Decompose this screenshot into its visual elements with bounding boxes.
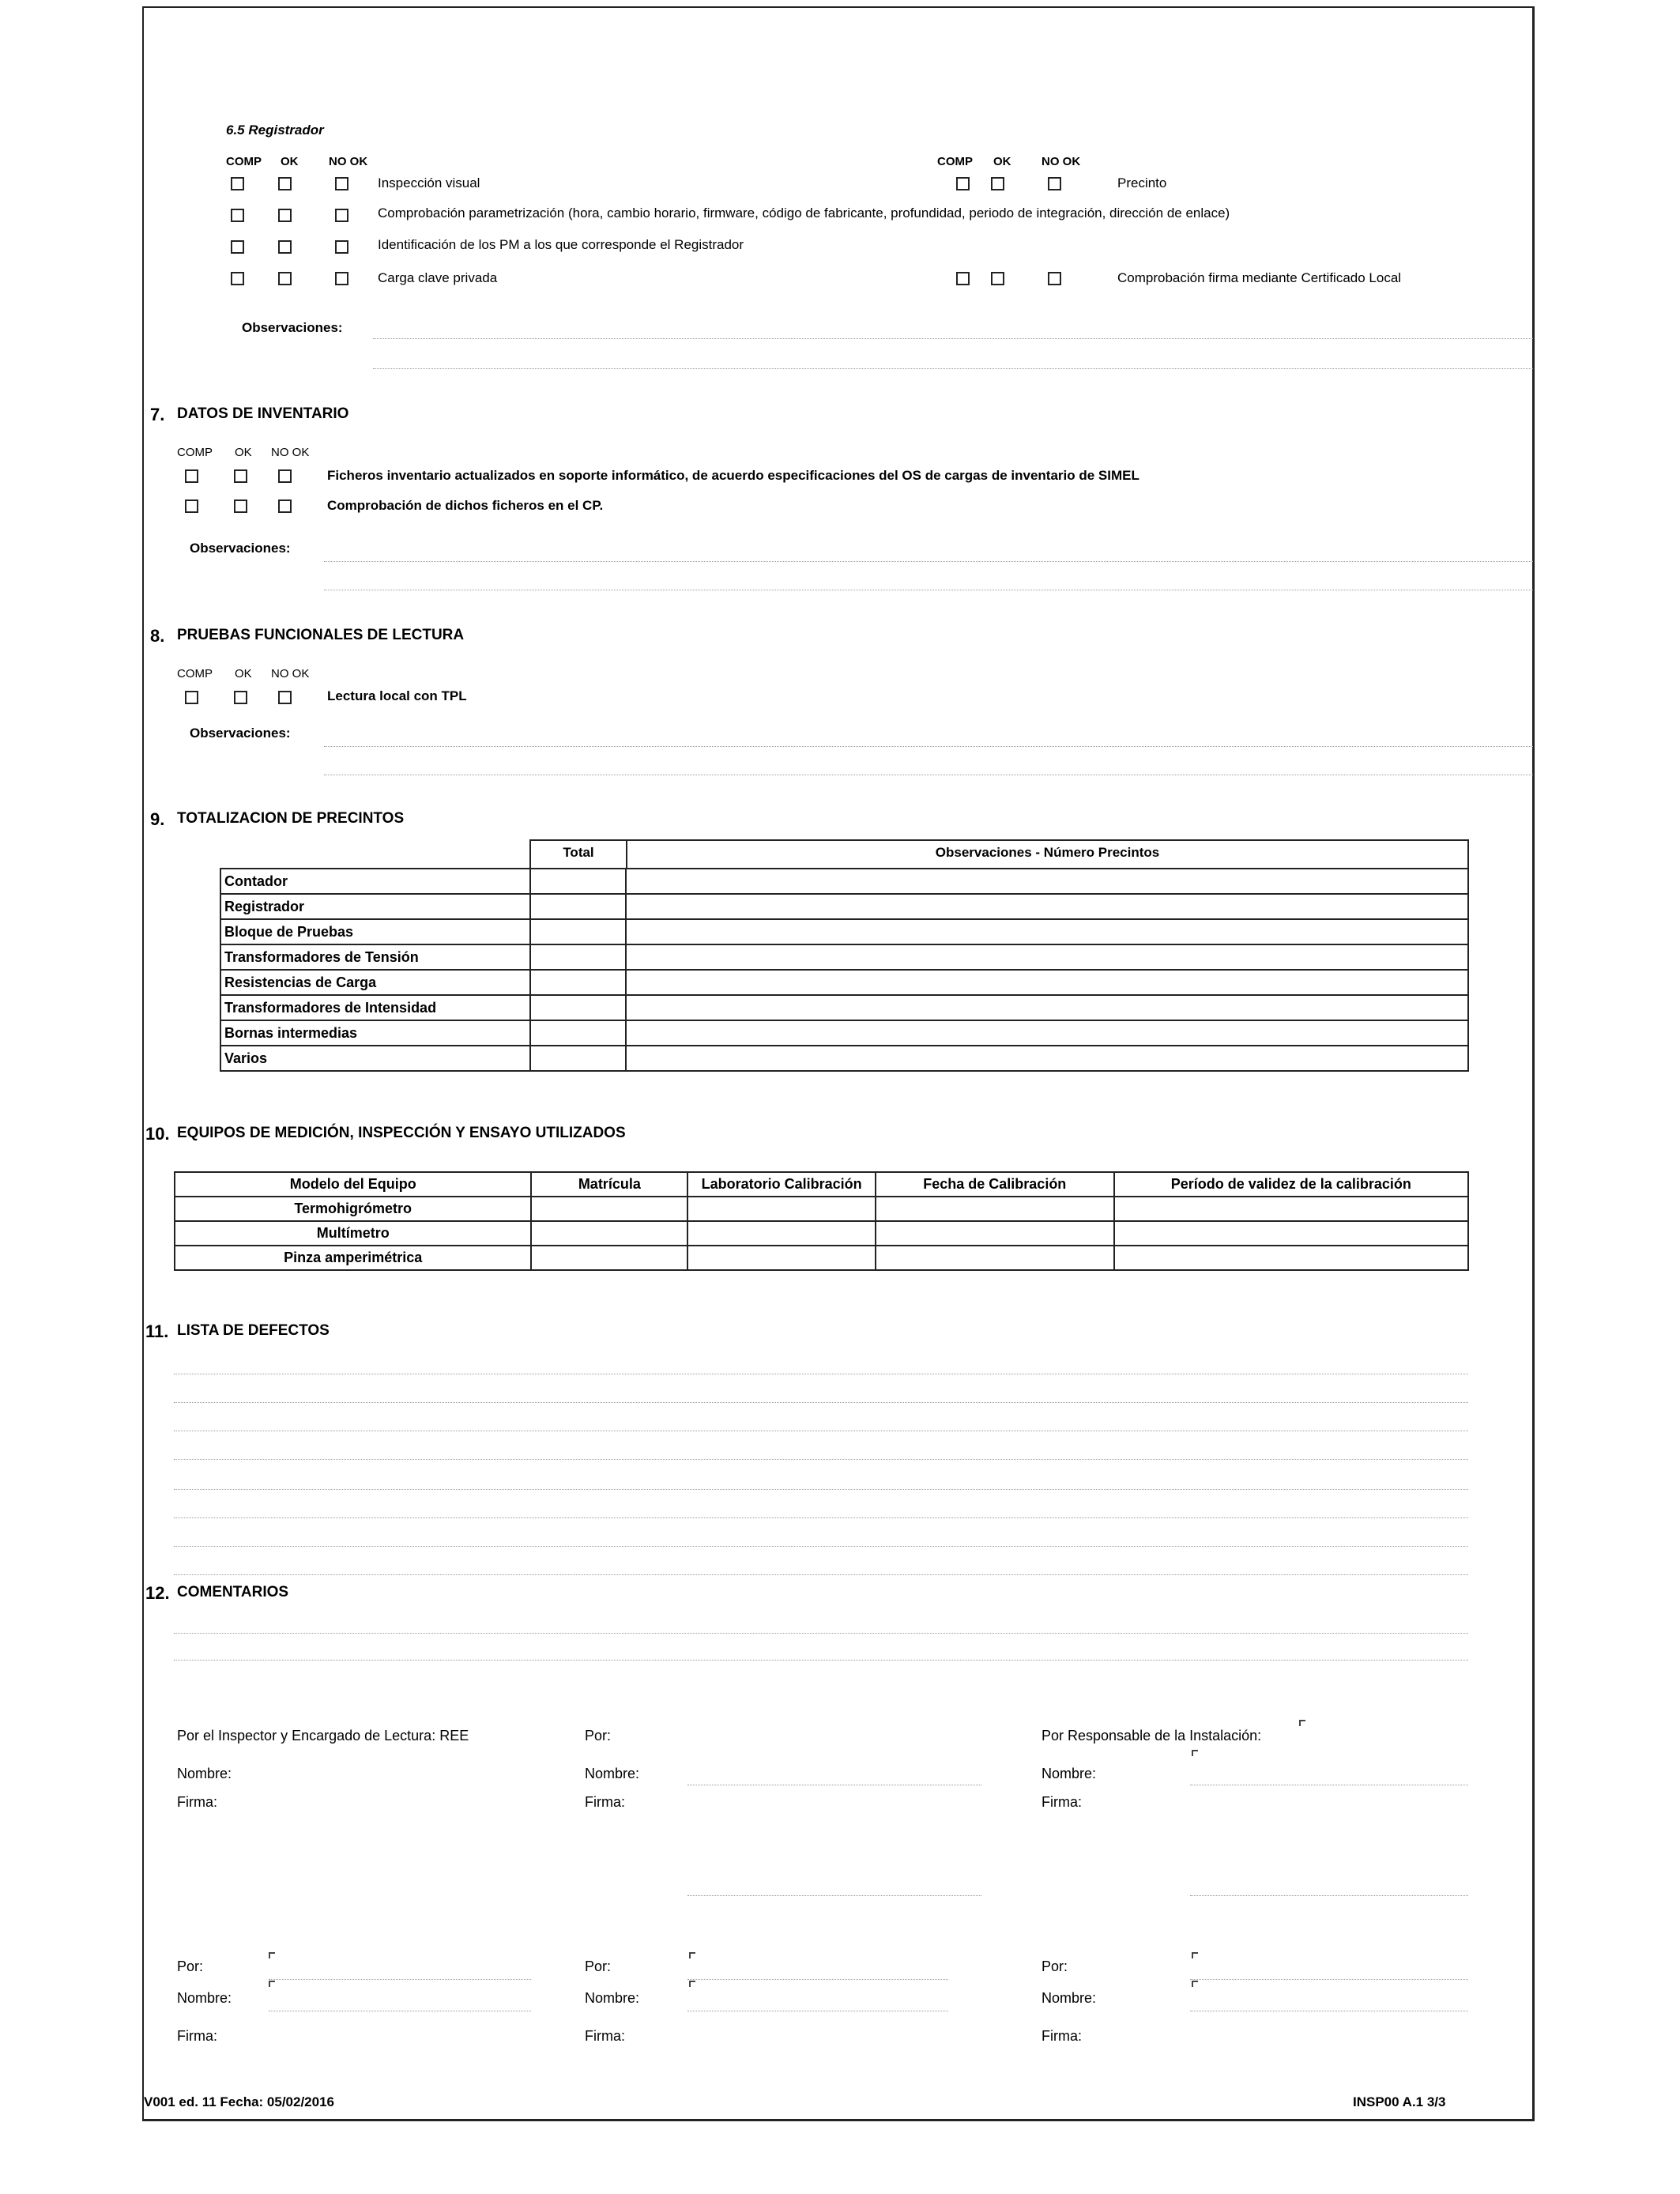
header-ok: OK — [235, 446, 252, 459]
item-comprobacion-ficheros: Comprobación de dichos ficheros en el CP. — [327, 498, 604, 513]
no-ok-checkbox[interactable] — [278, 691, 292, 704]
table-row — [220, 944, 1468, 970]
item-carga-clave-privada: Carga clave privada — [378, 270, 498, 285]
table-row — [175, 1246, 1468, 1270]
row-label: Bloque de Pruebas — [220, 919, 530, 944]
total-cell[interactable] — [530, 894, 627, 919]
comp-checkbox[interactable] — [231, 240, 244, 254]
obs-cell[interactable] — [626, 894, 1468, 919]
ok-checkbox[interactable] — [278, 177, 292, 190]
defect-line[interactable] — [174, 1489, 1468, 1490]
firma-label: Firma: — [1042, 1794, 1082, 1810]
item-identificacion-pm: Identificación de los PM a los que corresponde el Registrador — [378, 237, 744, 252]
observaciones-line[interactable] — [324, 746, 1533, 747]
total-cell[interactable] — [530, 1020, 627, 1046]
obs-cell[interactable] — [626, 1046, 1468, 1071]
corner-mark-icon — [1192, 1981, 1198, 1987]
item-comprobacion-firma: Comprobación firma mediante Certificado Local — [1117, 270, 1402, 285]
defect-line[interactable] — [174, 1459, 1468, 1460]
section-12-title: COMENTARIOS — [177, 1584, 289, 1600]
por-field[interactable] — [687, 1979, 948, 1980]
corner-mark-icon — [1299, 1720, 1305, 1726]
item-precinto: Precinto — [1117, 175, 1167, 190]
equipo-label: Termohigrómetro — [175, 1197, 531, 1221]
ok-checkbox[interactable] — [278, 272, 292, 285]
row-label: Bornas intermedias — [220, 1020, 530, 1046]
obs-cell[interactable] — [626, 970, 1468, 995]
obs-cell[interactable] — [626, 919, 1468, 944]
obs-cell[interactable] — [626, 995, 1468, 1020]
obs-cell[interactable] — [626, 1020, 1468, 1046]
section-7-number: 7. — [150, 405, 165, 424]
nombre-label: Nombre: — [585, 1766, 640, 1781]
firma-label: Firma: — [177, 1794, 217, 1810]
por-field[interactable] — [269, 1979, 531, 1980]
firma-field[interactable] — [1190, 1895, 1468, 1896]
table-row — [175, 1197, 1468, 1221]
header-ok: OK — [281, 155, 299, 168]
row-label: Registrador — [220, 894, 530, 919]
comp-checkbox[interactable] — [231, 177, 244, 190]
total-cell[interactable] — [530, 970, 627, 995]
firma-label: Firma: — [177, 2028, 217, 2044]
ok-checkbox[interactable] — [234, 469, 247, 483]
observaciones-label: Observaciones: — [242, 320, 343, 335]
observaciones-line[interactable] — [324, 561, 1533, 562]
por-field[interactable] — [1190, 1979, 1468, 1980]
row-label: Contador — [220, 869, 530, 894]
no-ok-checkbox[interactable] — [335, 177, 348, 190]
defect-line[interactable] — [174, 1574, 1468, 1575]
comp-checkbox[interactable] — [185, 499, 198, 513]
corner-mark-icon — [269, 1952, 275, 1958]
no-ok-checkbox[interactable] — [335, 240, 348, 254]
section-6-5-title: 6.5 Registrador — [226, 123, 324, 138]
laboratorio-cell[interactable] — [687, 1246, 876, 1270]
nombre-label: Nombre: — [177, 1766, 232, 1781]
header-comp: COMP — [177, 446, 213, 459]
por-label: Por: — [177, 1958, 204, 1974]
laboratorio-cell[interactable] — [687, 1221, 876, 1246]
col-obs-header: Observaciones - Número Precintos — [935, 845, 1160, 860]
precintos-table — [220, 868, 1469, 1072]
col-header: Laboratorio Calibración — [687, 1172, 876, 1197]
col-header: Período de validez de la calibración — [1114, 1172, 1468, 1197]
no-ok-checkbox[interactable] — [1048, 272, 1061, 285]
header-no-ok-right: NO OK — [1042, 155, 1081, 168]
observaciones-line[interactable] — [373, 368, 1533, 369]
col-header: Matrícula — [531, 1172, 687, 1197]
observaciones-label: Observaciones: — [190, 541, 291, 556]
total-cell[interactable] — [530, 919, 627, 944]
header-no-ok: NO OK — [329, 155, 368, 168]
header-ok: OK — [235, 667, 252, 680]
col-total-header: Total — [563, 845, 594, 860]
table-row — [220, 1046, 1468, 1071]
row-label: Varios — [220, 1046, 530, 1071]
obs-cell[interactable] — [626, 944, 1468, 970]
total-cell[interactable] — [530, 869, 627, 894]
header-no-ok: NO OK — [271, 446, 310, 459]
table-header-row — [175, 1172, 1468, 1197]
signature-col2-title: Por: — [585, 1728, 612, 1744]
observaciones-line[interactable] — [373, 338, 1533, 339]
ok-checkbox[interactable] — [234, 691, 247, 704]
periodo-cell[interactable] — [1114, 1246, 1468, 1270]
section-9-number: 9. — [150, 809, 165, 829]
table-row — [220, 869, 1468, 894]
signature-col3-title: Por Responsable de la Instalación: — [1042, 1728, 1262, 1744]
nombre-label: Nombre: — [177, 1990, 232, 2006]
firma-label: Firma: — [585, 1794, 625, 1810]
section-8-number: 8. — [150, 626, 165, 646]
table-row — [220, 1020, 1468, 1046]
fecha-cell[interactable] — [876, 1197, 1114, 1221]
comp-checkbox[interactable] — [231, 209, 244, 222]
ok-checkbox[interactable] — [991, 177, 1004, 190]
section-10-number: 10. — [145, 1124, 170, 1144]
firma-field[interactable] — [687, 1895, 981, 1896]
matricula-cell[interactable] — [531, 1246, 687, 1270]
section-7-title: DATOS DE INVENTARIO — [177, 405, 349, 422]
ok-checkbox[interactable] — [278, 240, 292, 254]
ok-checkbox[interactable] — [278, 209, 292, 222]
laboratorio-cell[interactable] — [687, 1197, 876, 1221]
firma-label: Firma: — [1042, 2028, 1082, 2044]
comment-line[interactable] — [174, 1660, 1468, 1661]
table-row — [220, 970, 1468, 995]
header-no-ok: NO OK — [271, 667, 310, 680]
matricula-cell[interactable] — [531, 1221, 687, 1246]
comp-checkbox[interactable] — [185, 469, 198, 483]
obs-cell[interactable] — [626, 869, 1468, 894]
section-8-title: PRUEBAS FUNCIONALES DE LECTURA — [177, 627, 465, 643]
no-ok-checkbox[interactable] — [1048, 177, 1061, 190]
no-ok-checkbox[interactable] — [335, 209, 348, 222]
header-comp: COMP — [226, 155, 262, 168]
col-header: Modelo del Equipo — [175, 1172, 531, 1197]
nombre-label: Nombre: — [1042, 1990, 1097, 2006]
section-11-title: LISTA DE DEFECTOS — [177, 1322, 330, 1339]
corner-mark-icon — [689, 1952, 695, 1958]
equipos-table — [174, 1171, 1469, 1271]
ok-checkbox[interactable] — [991, 272, 1004, 285]
section-9-title: TOTALIZACION DE PRECINTOS — [177, 810, 405, 827]
corner-mark-icon — [1192, 1952, 1198, 1958]
header-comp-right: COMP — [937, 155, 973, 168]
ok-checkbox[interactable] — [234, 499, 247, 513]
nombre-label: Nombre: — [585, 1990, 640, 2006]
equipo-label: Pinza amperimétrica — [175, 1246, 531, 1270]
defect-line[interactable] — [174, 1517, 1468, 1518]
defect-line[interactable] — [174, 1546, 1468, 1547]
periodo-cell[interactable] — [1114, 1221, 1468, 1246]
comp-checkbox[interactable] — [231, 272, 244, 285]
row-label: Transformadores de Intensidad — [220, 995, 530, 1020]
periodo-cell[interactable] — [1114, 1197, 1468, 1221]
total-cell[interactable] — [530, 995, 627, 1020]
observaciones-label: Observaciones: — [190, 726, 291, 741]
table-row — [220, 919, 1468, 944]
nombre-label: Nombre: — [1042, 1766, 1097, 1781]
comp-checkbox[interactable] — [956, 272, 970, 285]
matricula-cell[interactable] — [531, 1197, 687, 1221]
corner-mark-icon — [1192, 1750, 1198, 1756]
item-ficheros-inventario: Ficheros inventario actualizados en soporte informático, de acuerdo especificaciones del OS de cargas de inventario de SIMEL — [327, 468, 1139, 483]
no-ok-checkbox[interactable] — [278, 499, 292, 513]
defect-line[interactable] — [174, 1402, 1468, 1403]
header-ok-right: OK — [993, 155, 1011, 168]
total-cell[interactable] — [530, 944, 627, 970]
corner-mark-icon — [269, 1981, 275, 1987]
section-11-number: 11. — [145, 1321, 169, 1341]
fecha-cell[interactable] — [876, 1246, 1114, 1270]
equipo-label: Multímetro — [175, 1221, 531, 1246]
comment-line[interactable] — [174, 1633, 1468, 1634]
footer-doc-id: INSP00 A.1 3/3 — [1353, 2094, 1446, 2109]
por-label: Por: — [1042, 1958, 1068, 1974]
section-10-title: EQUIPOS DE MEDICIÓN, INSPECCIÓN Y ENSAYO UTILIZADOS — [177, 1125, 626, 1141]
item-lectura-local: Lectura local con TPL — [327, 688, 467, 703]
signature-col1-title: Por el Inspector y Encargado de Lectura: REE — [177, 1728, 469, 1744]
fecha-cell[interactable] — [876, 1221, 1114, 1246]
item-comprobacion-parametrizacion: Comprobación parametrización (hora, cambio horario, firmware, código de fabricante, profundidad, periodo de integración, dirección de enlace) — [378, 205, 1230, 221]
row-label: Resistencias de Carga — [220, 970, 530, 995]
table-row — [220, 995, 1468, 1020]
item-inspeccion-visual: Inspección visual — [378, 175, 480, 190]
comp-checkbox[interactable] — [956, 177, 970, 190]
firma-label: Firma: — [585, 2028, 625, 2044]
por-label: Por: — [585, 1958, 612, 1974]
corner-mark-icon — [689, 1981, 695, 1987]
table-row — [220, 894, 1468, 919]
no-ok-checkbox[interactable] — [278, 469, 292, 483]
footer-version: V001 ed. 11 Fecha: 05/02/2016 — [144, 2094, 335, 2109]
col-header: Fecha de Calibración — [876, 1172, 1114, 1197]
total-cell[interactable] — [530, 1046, 627, 1071]
table-row — [175, 1221, 1468, 1246]
no-ok-checkbox[interactable] — [335, 272, 348, 285]
comp-checkbox[interactable] — [185, 691, 198, 704]
row-label: Transformadores de Tensión — [220, 944, 530, 970]
header-comp: COMP — [177, 667, 213, 680]
section-12-number: 12. — [145, 1583, 170, 1603]
